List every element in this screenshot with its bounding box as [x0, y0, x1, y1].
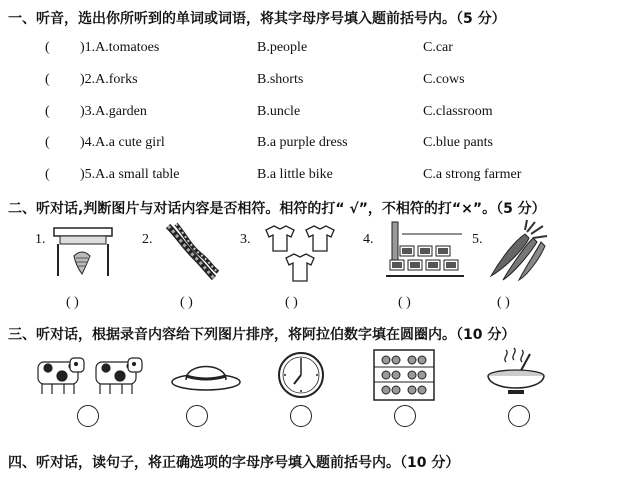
- option-c: C.cows: [423, 72, 465, 87]
- answer-paren-3[interactable]: ( ): [285, 295, 298, 310]
- section1-title: 一、听音，选出你所听到的单词或词语，将其字母序号填入题前括号内。（5 分）: [8, 11, 506, 27]
- option-c: C.blue pants: [423, 135, 493, 150]
- clock-icon: [276, 350, 326, 400]
- item-number-3: 3.: [240, 232, 251, 247]
- option-b: B.shorts: [257, 72, 304, 87]
- order-circle-4[interactable]: [394, 405, 416, 427]
- option-b: B.a purple dress: [257, 135, 348, 150]
- order-circle-1[interactable]: [77, 405, 99, 427]
- answer-paren[interactable]: (: [45, 167, 50, 182]
- option-b: B.uncle: [257, 104, 301, 119]
- option-c: C.a strong farmer: [423, 167, 522, 182]
- item-number-2: 2.: [142, 232, 153, 247]
- table-scarf-icon: [52, 226, 114, 278]
- glasses-icon: [372, 348, 436, 402]
- answer-paren[interactable]: (: [45, 104, 50, 119]
- section4-title: 四、听对话，读句子，将正确选项的字母序号填入题前括号内。（10 分）: [8, 455, 460, 471]
- shirts-icon: [262, 224, 342, 286]
- soup-icon: [484, 346, 548, 398]
- order-circle-5[interactable]: [508, 405, 530, 427]
- option-a: )5.A.a small table: [80, 167, 180, 182]
- option-c: C.car: [423, 40, 453, 55]
- option-a: )1.A.tomatoes: [80, 40, 160, 55]
- answer-paren-1[interactable]: ( ): [66, 295, 79, 310]
- hat-icon: [170, 356, 242, 392]
- question-row-1: [0, 40, 640, 62]
- question-row-2: [0, 72, 640, 94]
- item-number-1: 1.: [35, 232, 46, 247]
- option-a: )2.A.forks: [80, 72, 138, 87]
- question-row-4: [0, 135, 640, 157]
- option-b: B.a little bike: [257, 167, 333, 182]
- section3-title: 三、听对话，根据录音内容给下列图片排序，将阿拉伯数字填在圆圈内。（10 分）: [8, 327, 516, 343]
- answer-paren-4[interactable]: ( ): [398, 295, 411, 310]
- answer-paren-2[interactable]: ( ): [180, 295, 193, 310]
- computers-icon: [382, 220, 466, 280]
- order-circle-3[interactable]: [290, 405, 312, 427]
- question-row-3: [0, 104, 640, 126]
- answer-paren[interactable]: (: [45, 72, 50, 87]
- cows-icon: [30, 354, 150, 398]
- carrots-icon: [485, 218, 557, 282]
- question-row-5: [0, 167, 640, 189]
- option-a: )3.A.garden: [80, 104, 147, 119]
- answer-paren[interactable]: (: [45, 135, 50, 150]
- answer-paren-5[interactable]: ( ): [497, 295, 510, 310]
- item-number-5: 5.: [472, 232, 483, 247]
- item-number-4: 4.: [363, 232, 374, 247]
- option-b: B.people: [257, 40, 308, 55]
- order-circle-2[interactable]: [186, 405, 208, 427]
- option-c: C.classroom: [423, 104, 493, 119]
- option-a: )4.A.a cute girl: [80, 135, 165, 150]
- answer-paren[interactable]: (: [45, 40, 50, 55]
- section2-title: 二、听对话,判断图片与对话内容是否相符。相符的打“ √”，不相符的打“×”。（5 分）: [8, 201, 546, 217]
- rope-icon: [160, 222, 220, 280]
